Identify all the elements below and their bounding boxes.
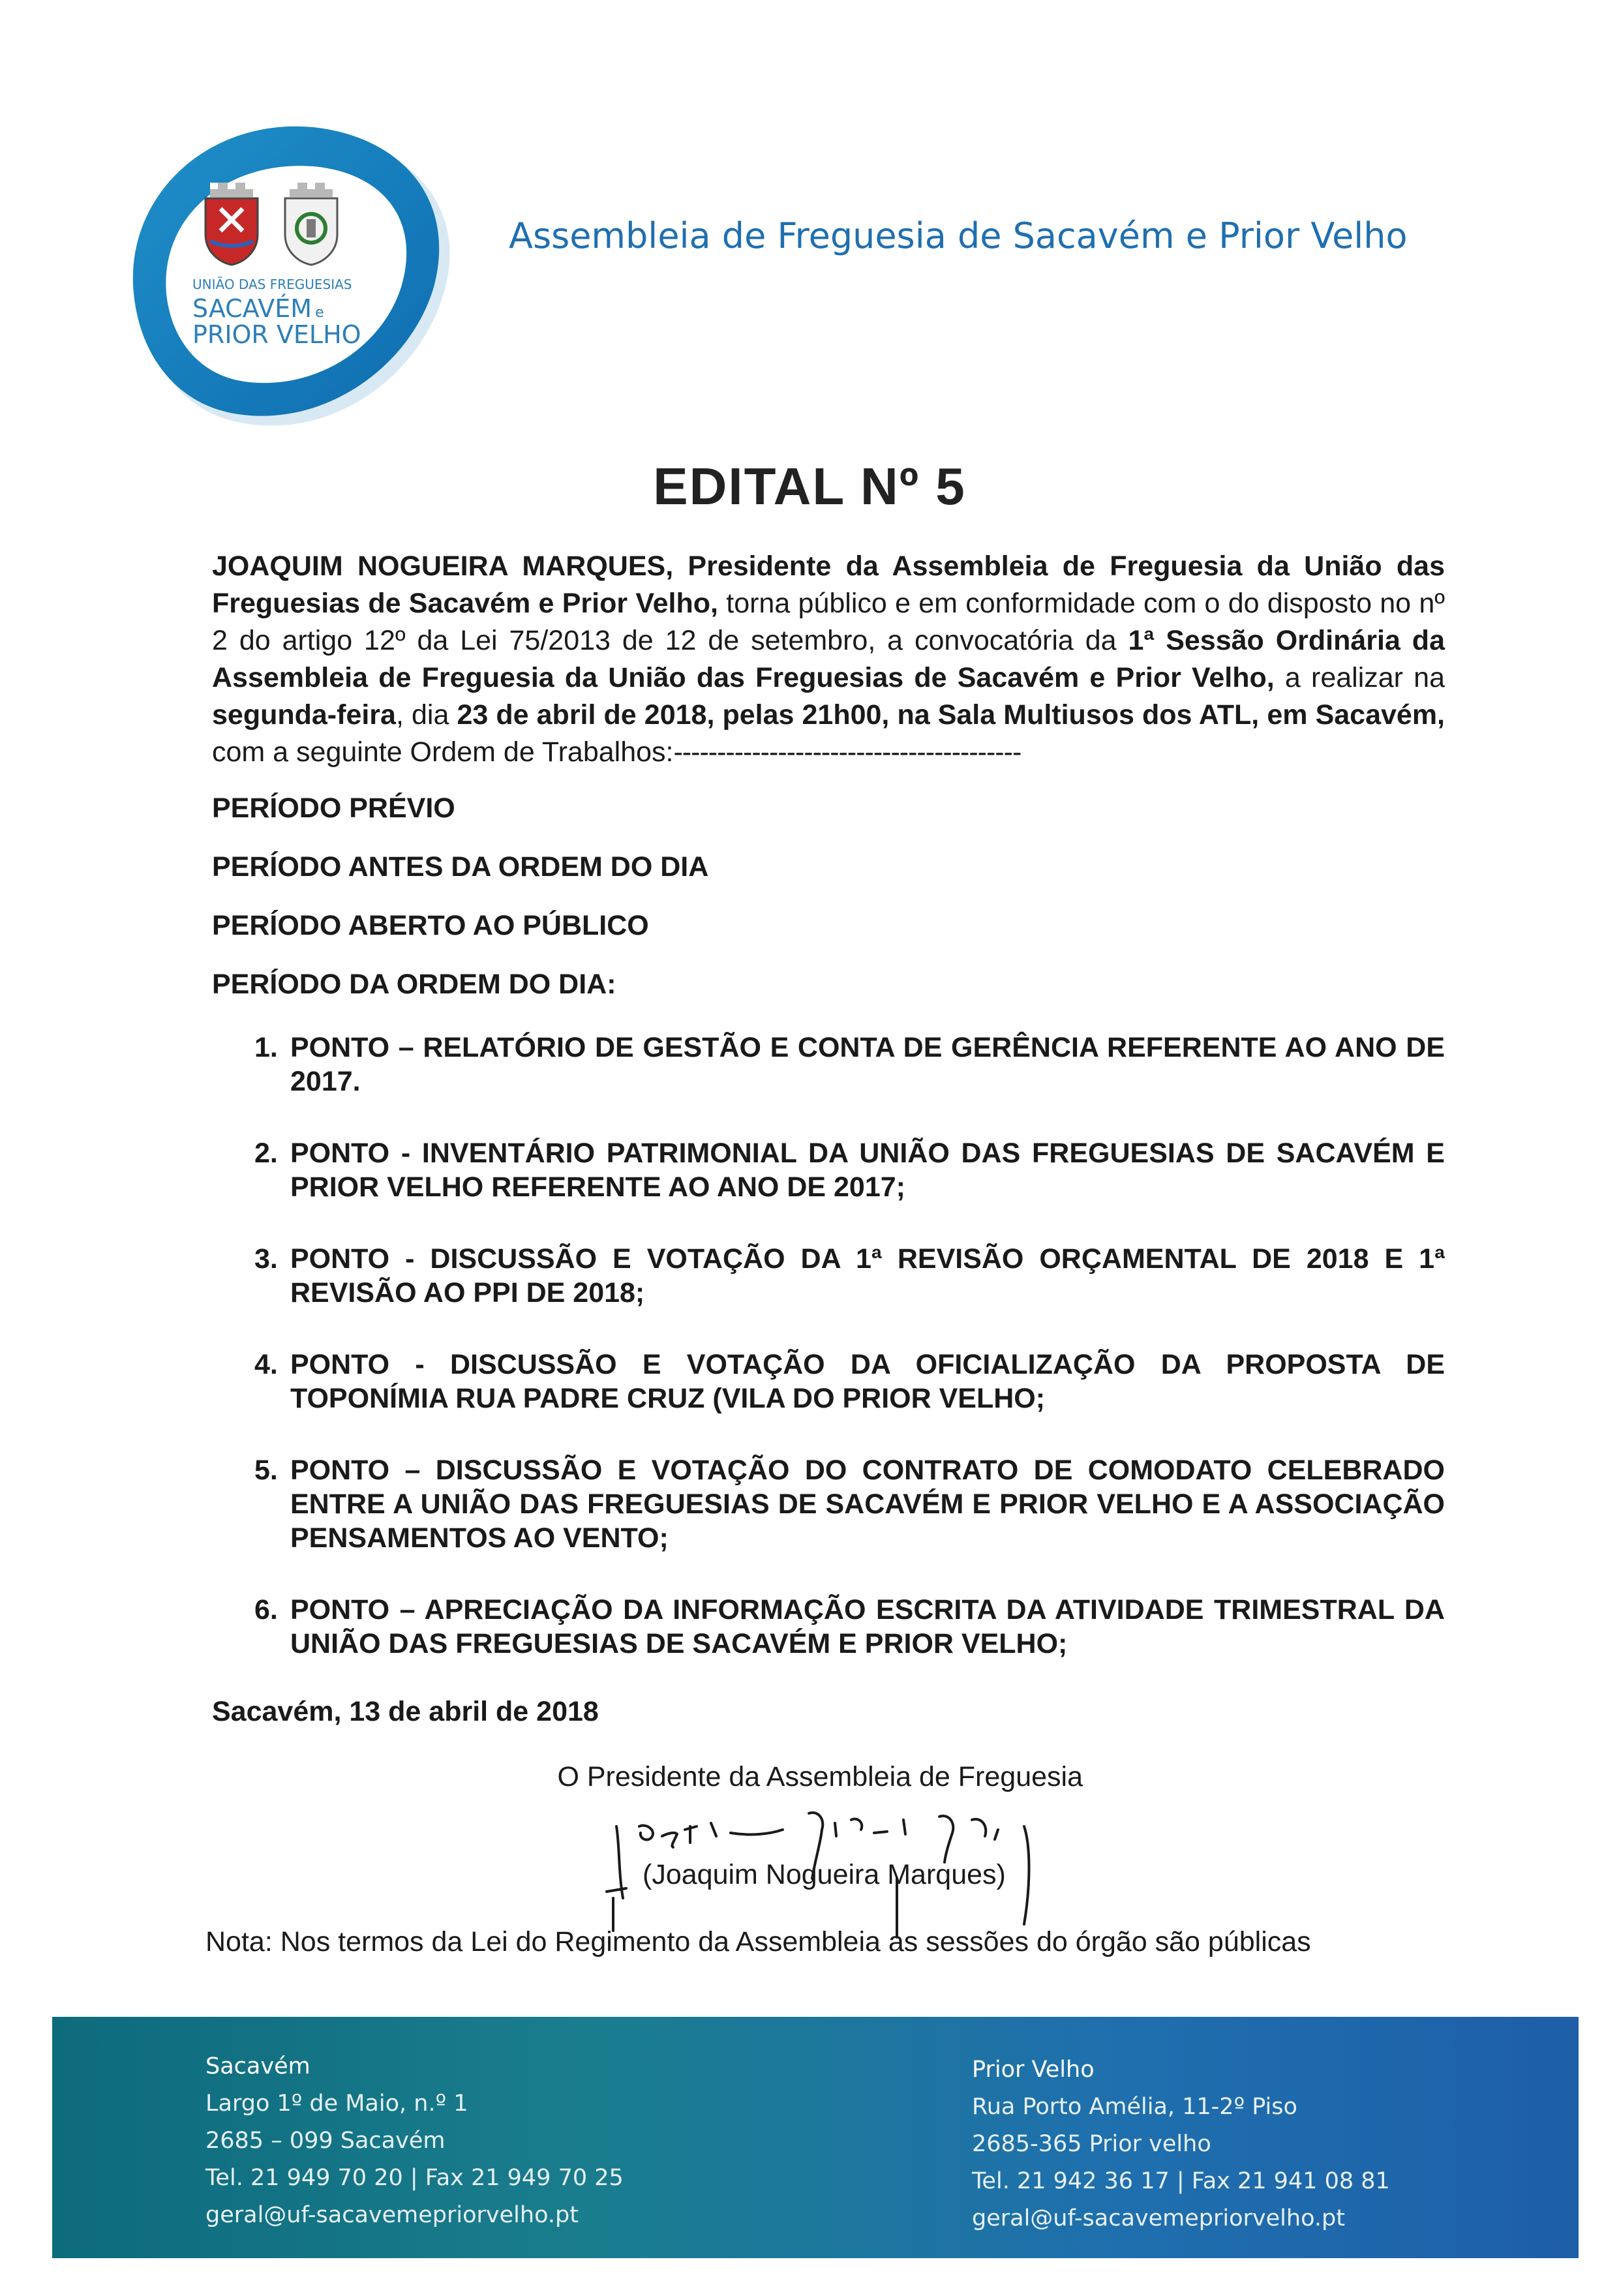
intro-weekday: segunda-feira	[212, 699, 396, 731]
agenda-item-text: PONTO - DISCUSSÃO E VOTAÇÃO DA OFICIALIZAÇÃO DA PROPOSTA DE TOPONÍMIA RUA PADRE CRUZ (VILA DO PRIOR VELHO;	[290, 1349, 1445, 1414]
document-title: EDITAL Nº 5	[653, 457, 966, 515]
agenda-item	[254, 1453, 1445, 1555]
agenda-item	[254, 1593, 1445, 1661]
logo-line-1: UNIÃO DAS FREGUESIAS	[192, 277, 352, 292]
logo-line-2-suffix: e	[315, 305, 324, 321]
agenda-item	[254, 1242, 1445, 1310]
agenda-item-number: 3.	[254, 1243, 278, 1275]
agenda-item-text: PONTO – RELATÓRIO DE GESTÃO E CONTA DE GERÊNCIA REFERENTE AO ANO DE 2017.	[290, 1032, 1445, 1097]
intro-paragraph	[212, 548, 1445, 771]
period-heading: PERÍODO ABERTO AO PÚBLICO	[212, 910, 649, 941]
logo-text	[192, 278, 408, 347]
union-logo	[104, 98, 470, 463]
footer-address-line: Rua Porto Amélia, 11-2º Piso	[972, 2094, 1297, 2120]
agenda-item-number: 6.	[254, 1594, 278, 1625]
intro-text: a realizar na	[1274, 662, 1445, 693]
intro-president-name: JOAQUIM NOGUEIRA MARQUES, Presidente da Assembleia de Freguesia da União das Freguesias de Sacavém e Prior Velho,	[212, 551, 1445, 619]
footer-postcode-line: 2685-365 Prior velho	[972, 2131, 1211, 2157]
period-heading: PERÍODO PRÉVIO	[212, 793, 455, 824]
agenda-list	[254, 1031, 1445, 1699]
agenda-item-number: 5.	[254, 1455, 278, 1486]
agenda-item-number: 1.	[254, 1032, 278, 1063]
intro-text: com a seguinte Ordem de Trabalhos:	[212, 736, 674, 768]
agenda-item	[254, 1031, 1445, 1098]
footer-sacavem-address	[205, 2048, 624, 2234]
prior-velho-coat-of-arms	[275, 183, 347, 267]
footer-email-link[interactable]: geral@uf-sacavemepriorvelho.pt	[972, 2205, 1345, 2231]
intro-text: , dia	[395, 699, 457, 731]
logo-line-2: SACAVÉM	[192, 294, 312, 323]
intro-date-place: 23 de abril de 2018, pelas 21h00, na Sala Multiusos dos ATL, em Sacavém,	[457, 699, 1445, 731]
agenda-item-text: PONTO - DISCUSSÃO E VOTAÇÃO DA 1ª REVISÃO ORÇAMENTAL DE 2018 E 1ª REVISÃO AO PPI DE 2018;	[290, 1243, 1445, 1308]
sacavem-coat-of-arms	[196, 183, 267, 267]
intro-text: torna público e em conformidade com o do disposto no nº 2 do artigo 12º da Lei 75/2013 de 12 de setembro, a convocatória da	[212, 588, 1445, 656]
agenda-item	[254, 1348, 1445, 1415]
agenda-item-text: PONTO – DISCUSSÃO E VOTAÇÃO DO CONTRATO DE COMODATO CELEBRADO ENTRE A UNIÃO DAS FREGUESIAS DE SACAVÉM E PRIOR VELHO E A ASSOCIAÇÃO PENSAMENTOS AO VENTO;	[290, 1455, 1445, 1554]
footer-phone-line: Tel. 21 949 70 20 | Fax 21 949 70 25	[205, 2165, 624, 2191]
agenda-item-number: 2.	[254, 1138, 278, 1169]
logo-line-3: PRIOR VELHO	[192, 320, 361, 349]
footer-prior-velho-address	[972, 2051, 1390, 2237]
footer-postcode-line: 2685 – 099 Sacavém	[205, 2128, 446, 2154]
agenda-item-number: 4.	[254, 1349, 278, 1380]
footer-email-link[interactable]: geral@uf-sacavemepriorvelho.pt	[205, 2202, 579, 2228]
intro-session: 1ª Sessão Ordinária da Assembleia de Freguesia da União das Freguesias de Sacavém e Prior Velho,	[212, 625, 1445, 693]
president-name: (Joaquim Nogueira Marques)	[643, 1859, 1006, 1890]
footer-phone-line: Tel. 21 942 36 17 | Fax 21 941 08 81	[972, 2168, 1390, 2194]
organization-title: Assembleia de Freguesia de Sacavém e Prior Velho	[509, 215, 1408, 256]
president-label: O Presidente da Assembleia de Freguesia	[557, 1761, 1083, 1792]
agenda-item	[254, 1136, 1445, 1204]
footer-office-title: Sacavém	[205, 2053, 310, 2079]
footer-office-title: Prior Velho	[972, 2057, 1095, 2083]
agenda-item-text: PONTO - INVENTÁRIO PATRIMONIAL DA UNIÃO DAS FREGUESIAS DE SACAVÉM E PRIOR VELHO REFERENTE AO ANO DE 2017;	[290, 1138, 1445, 1203]
period-heading: PERÍODO DA ORDEM DO DIA:	[212, 969, 616, 1000]
footnote: Nota: Nos termos da Lei do Regimento da Assembleia as sessões do órgão são públicas	[205, 1926, 1311, 1957]
period-heading: PERÍODO ANTES DA ORDEM DO DIA	[212, 851, 709, 883]
place-date: Sacavém, 13 de abril de 2018	[212, 1696, 599, 1727]
footer-address-line: Largo 1º de Maio, n.º 1	[205, 2091, 468, 2117]
intro-dash-fill: ----------------------------------------	[673, 736, 1021, 768]
agenda-item-text: PONTO – APRECIAÇÃO DA INFORMAÇÃO ESCRITA DA ATIVIDADE TRIMESTRAL DA UNIÃO DAS FREGUESIAS DE SACAVÉM E PRIOR VELHO;	[290, 1594, 1445, 1659]
